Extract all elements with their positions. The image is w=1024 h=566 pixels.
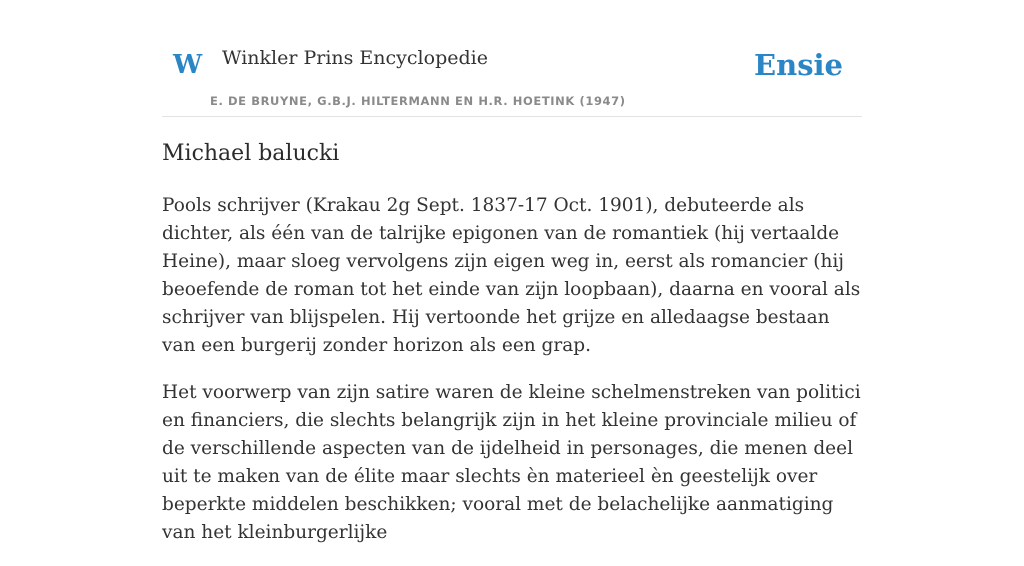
- source-title[interactable]: Winkler Prins Encyclopedie: [222, 47, 488, 69]
- page: [162, 0, 862, 543]
- source-header: [162, 0, 862, 117]
- article-paragraph: Pools schrijver (Krakau 2g Sept. 1837-17 Oct. 1901), debuteerde als dichter, als één van de talrijke epigonen van de romantiek (hij vertaalde Heine), maar sloeg vervolgens zijn eigen weg in, eerst als romancier (hij beoefende de roman tot het einde van zijn loopbaan), daarna en vooral als schrijver van blijspelen. Hij vertoonde het grijze en alledaagse bestaan van een burgerij zonder horizon als een grap.: [162, 195, 861, 356]
- ensie-logo[interactable]: Ensie: [754, 48, 843, 82]
- article-body: [162, 192, 862, 566]
- article-title: Michael balucki: [162, 141, 340, 166]
- article-paragraph: Het voorwerp van zijn satire waren de kleine schelmenstreken van politici en financiers, die slechts belangrijk zijn in het kleine provinciale milieu of de verschillende aspecten van de ijdelheid in personages, die menen deel uit te maken van de élite maar slechts èn materieel èn geestelijk over beperkte middelen beschikken; vooral met de belachelijke aanmatiging van het kleinburgerlijke: [162, 382, 861, 543]
- winkler-prins-logo[interactable]: W: [173, 50, 203, 80]
- source-authors: E. DE BRUYNE, G.B.J. HILTERMANN EN H.R. HOETINK (1947): [210, 94, 626, 108]
